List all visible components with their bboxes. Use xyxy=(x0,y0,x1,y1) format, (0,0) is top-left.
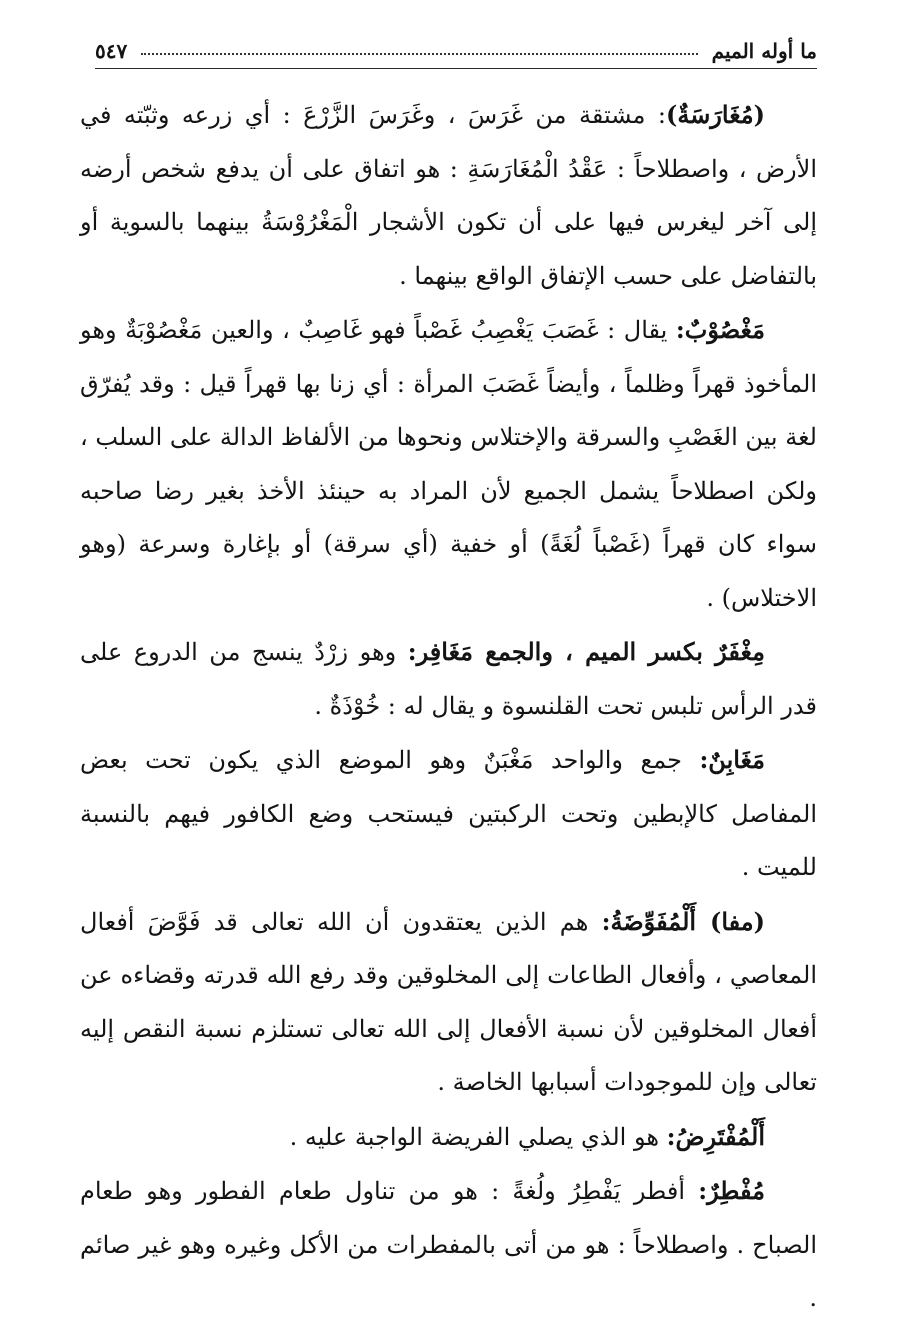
dictionary-entries xyxy=(80,88,817,1326)
entry-text: هم الذين يعتقدون أن الله تعالى قد فَوَّضَ أفعال المعاصي ، وأفعال الطاعات إلى المخلوقين وقد رفع الله قدرته وقضاءه عن أفعال المخلوقين لأن نسبة الأفعال إلى الله تعالى تستلزم نسبة النقص إليه تعالى وإن للموجودات أسبابها الخاصة . xyxy=(80,907,817,1096)
entry-headword: أَلْمُفْتَرِضُ: xyxy=(666,1121,765,1151)
entry-muftarid xyxy=(80,1110,817,1165)
entry-headword: مَغْصُوْبٌ: xyxy=(675,315,765,344)
entry-headword: مُفْطِرٌ: xyxy=(698,1176,765,1205)
entry-maghsub xyxy=(80,303,817,625)
entry-headword: (مُغَارَسَةٌ) xyxy=(665,100,765,129)
entry-text: يقال : غَصَبَ يَغْصِبُ غَصْباً فهو غَاصِبٌ ، والعين مَغْصُوْبَةٌ وهو المأخوذ قهراً وظلماً ، وأيضاً غَصَبَ المرأة : أي زنا بها قهراً قيل : وقد يُفرّق لغة بين الغَصْبِ والسرقة والإختلاس ونحوها من الألفاظ الدالة على السلب ، ولكن اصطلاحاً يشمل الجميع لأن المراد به حينئذ الأخذ بغير رضا صاحبه سواء كان قهراً (غَصْباً لُغَةً) أو خفية (أي سرقة) أو بإغارة وسرعة (وهو الاختلاس) . xyxy=(80,316,818,612)
entry-muftir xyxy=(80,1164,817,1326)
entry-mighfar xyxy=(80,625,817,733)
leader-dots xyxy=(141,53,697,55)
entry-mugharasa xyxy=(80,88,817,303)
entry-mufawwida xyxy=(80,895,817,1110)
entry-headword: (مفا) أَلْمُفَوِّضَةُ: xyxy=(601,906,765,936)
entry-text: هو الذي يصلي الفريضة الواجبة عليه . xyxy=(289,1122,667,1151)
entry-headword: مَغَابِنٌ: xyxy=(699,745,765,774)
entry-text: : مشتقة من غَرَسَ ، وغَرَسَ الزَّرْعَ : أي زرعه وثبّته في الأرض ، واصطلاحاً : عَقْدُ الْمُغَارَسَةِ : هو اتفاق على أن يدفع شخص أرضه إلى آخر ليغرس فيها على أن تكون الأشجار الْمَغْرُوْسَةُ بينهما بالسوية أو بالتفاضل على حسب الإتفاق الواقع بينهما . xyxy=(80,101,817,290)
entry-text: جمع والواحد مَغْبَنٌ وهو الموضع الذي يكون تحت بعض المفاصل كالإبطين وتحت الركبتين فيستحب وضع الكافور فيهم بالنسبة للميت . xyxy=(80,746,817,881)
entry-text: أفطر يَفْطِرُ ولُغةً : هو من تناول طعام الفطور وهو طعام الصباح . واصطلاحاً : هو من أتى بالمفطرات من الأكل وغيره وهو غير صائم . xyxy=(80,1177,817,1312)
running-header xyxy=(95,34,817,69)
entry-maghabin xyxy=(80,733,817,895)
running-title: ما أوله الميم xyxy=(711,39,817,63)
entry-text: وهو زرْدٌ ينسج من الدروع على قدر الرأس تلبس تحت القلنسوة و يقال له : خُوْذَةٌ . xyxy=(80,638,817,720)
page-number: ٥٤٧ xyxy=(95,39,128,63)
entry-headword: مِغْفَرٌ بكسر الميم ، والجمع مَغَافِر: xyxy=(407,637,765,666)
